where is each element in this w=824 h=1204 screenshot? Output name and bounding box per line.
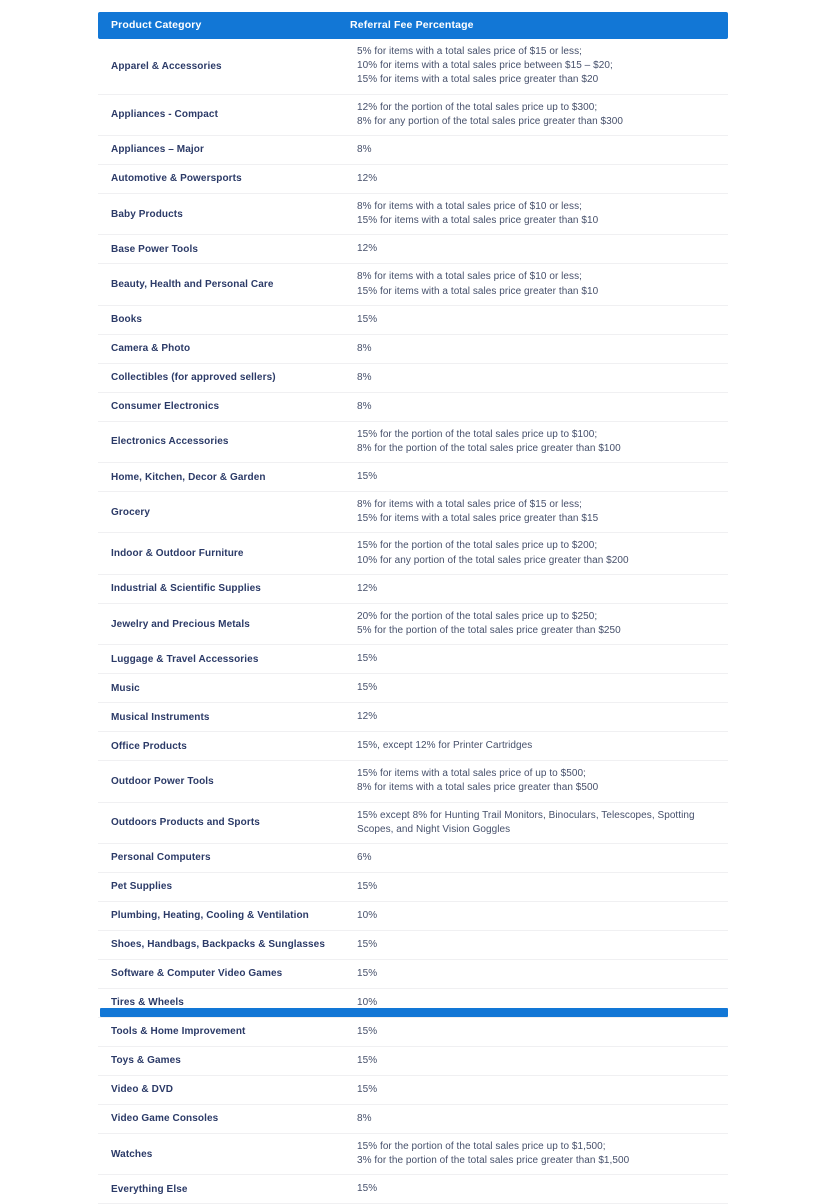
fee-line: 15% [357, 1054, 378, 1066]
fee-line: 15%, except 12% for Printer Cartridges [357, 740, 533, 752]
cell-referral-fee [357, 166, 728, 192]
fee-line: 8% for items with a total sales price greater than $500 [357, 782, 599, 794]
fee-line: 10% for any portion of the total sales price greater than $200 [357, 554, 629, 566]
table-body [98, 39, 728, 1204]
cell-referral-fee [357, 533, 728, 573]
table-row [98, 844, 728, 873]
cell-referral-fee [357, 604, 728, 644]
cell-product-category: Camera & Photo [111, 343, 191, 355]
table-row [98, 873, 728, 902]
fee-line: 15% [357, 682, 378, 694]
cell-product-category: Home, Kitchen, Decor & Garden [111, 471, 266, 483]
fee-line: 15% [357, 938, 378, 950]
table-row [98, 761, 728, 802]
column-header-product-category: Product Category [111, 19, 202, 32]
fee-line: 8% [357, 400, 372, 412]
fee-line: 20% for the portion of the total sales price up to $250; [357, 610, 598, 622]
cell-product-category: Everything Else [111, 1183, 188, 1195]
cell-referral-fee [357, 733, 728, 759]
table-row [98, 732, 728, 761]
table-header-row [98, 12, 728, 39]
fee-line: Scopes, and Night Vision Goggles [357, 823, 511, 835]
cell-referral-fee [357, 365, 728, 391]
cell-product-category: Consumer Electronics [111, 401, 220, 413]
cell-referral-fee [357, 874, 728, 900]
fee-line: 10% for items with a total sales price between $15 – $20; [357, 60, 613, 72]
referral-fee-table [98, 12, 728, 1204]
table-row [98, 1076, 728, 1105]
fee-line: 8% [357, 1112, 372, 1124]
table-row [98, 604, 728, 645]
cell-product-category: Automotive & Powersports [111, 173, 242, 185]
table-row [98, 1134, 728, 1175]
table-row [98, 1105, 728, 1134]
table-row [98, 1047, 728, 1076]
table-row [98, 960, 728, 989]
fee-line: 10% [357, 909, 378, 921]
fee-line: 12% [357, 582, 378, 594]
table-row [98, 575, 728, 604]
fee-line: 12% [357, 711, 378, 723]
cell-referral-fee [357, 1106, 728, 1132]
cell-product-category: Toys & Games [111, 1055, 181, 1067]
cell-referral-fee [357, 39, 728, 94]
fee-line: 15% for the portion of the total sales price up to $1,500; [357, 1140, 606, 1152]
fee-line: 10% [357, 996, 378, 1008]
fee-line: 8% [357, 371, 372, 383]
table-row [98, 95, 728, 136]
cell-product-category: Video Game Consoles [111, 1113, 219, 1125]
cell-product-category: Personal Computers [111, 852, 211, 864]
fee-line: 15% for items with a total sales price greater than $10 [357, 215, 599, 227]
fee-line: 15% [357, 1025, 378, 1037]
cell-product-category: Jewelry and Precious Metals [111, 618, 250, 630]
table-row [98, 492, 728, 533]
cell-referral-fee [357, 1019, 728, 1045]
table-row [98, 136, 728, 165]
cell-referral-fee [357, 1048, 728, 1074]
cell-referral-fee [357, 845, 728, 871]
cell-product-category: Base Power Tools [111, 243, 198, 255]
fee-line: 6% [357, 851, 372, 863]
fee-line: 8% for the portion of the total sales price greater than $100 [357, 442, 621, 454]
cell-referral-fee [357, 675, 728, 701]
table-row [98, 674, 728, 703]
cell-product-category: Tools & Home Improvement [111, 1026, 246, 1038]
cell-product-category: Appliances - Compact [111, 109, 219, 121]
fee-line: 8% [357, 143, 372, 155]
cell-product-category: Electronics Accessories [111, 436, 229, 448]
fee-line: 15% [357, 1183, 378, 1195]
cell-referral-fee [357, 394, 728, 420]
fee-line: 5% for items with a total sales price of $15 or less; [357, 46, 582, 57]
fee-line: 12% [357, 172, 378, 184]
cell-product-category: Outdoors Products and Sports [111, 817, 260, 829]
table-row [98, 422, 728, 463]
table-row [98, 463, 728, 492]
cell-referral-fee [357, 492, 728, 532]
cell-product-category: Tires & Wheels [111, 997, 184, 1009]
fee-line: 15% [357, 880, 378, 892]
cell-referral-fee [357, 903, 728, 929]
cell-product-category: Video & DVD [111, 1084, 174, 1096]
table-row [98, 393, 728, 422]
cell-referral-fee [357, 264, 728, 304]
table-row [98, 1175, 728, 1204]
table-row [98, 165, 728, 194]
fee-line: 8% for items with a total sales price of $10 or less; [357, 200, 582, 212]
cell-referral-fee [357, 194, 728, 234]
cell-referral-fee [357, 1176, 728, 1202]
table-row [98, 364, 728, 393]
fee-line: 15% for the portion of the total sales price up to $200; [357, 540, 598, 552]
cell-referral-fee [357, 236, 728, 262]
cell-referral-fee [357, 803, 728, 843]
cell-product-category: Industrial & Scientific Supplies [111, 583, 261, 595]
table-row [98, 264, 728, 305]
cell-product-category: Office Products [111, 740, 187, 752]
cell-product-category: Watches [111, 1148, 153, 1160]
cell-product-category: Musical Instruments [111, 711, 210, 723]
cell-product-category: Shoes, Handbags, Backpacks & Sunglasses [111, 939, 325, 951]
table-row [98, 645, 728, 674]
cell-referral-fee [357, 307, 728, 333]
fee-line: 15% for items with a total sales price greater than $15 [357, 513, 599, 525]
cell-referral-fee [357, 1134, 728, 1174]
cell-product-category: Luggage & Travel Accessories [111, 653, 259, 665]
table-row [98, 931, 728, 960]
cell-referral-fee [357, 704, 728, 730]
cell-referral-fee [357, 646, 728, 672]
table-row [98, 194, 728, 235]
cell-referral-fee [357, 95, 728, 135]
table-row [98, 39, 728, 95]
fee-line: 12% [357, 243, 378, 255]
table-row [98, 803, 728, 844]
fee-line: 3% for the portion of the total sales price greater than $1,500 [357, 1155, 630, 1167]
table-row [98, 703, 728, 732]
cell-referral-fee [357, 1077, 728, 1103]
cell-referral-fee [357, 137, 728, 163]
cell-product-category: Plumbing, Heating, Cooling & Ventilation [111, 910, 309, 922]
cell-referral-fee [357, 576, 728, 602]
cell-referral-fee [357, 932, 728, 958]
cell-referral-fee [357, 464, 728, 490]
cell-referral-fee [357, 336, 728, 362]
fee-line: 15% [357, 470, 378, 482]
fee-line: 5% for the portion of the total sales price greater than $250 [357, 625, 621, 636]
table-footer-bar [100, 1008, 728, 1017]
cell-referral-fee [357, 961, 728, 987]
table-row [98, 235, 728, 264]
cell-product-category: Grocery [111, 506, 151, 518]
fee-line: 15% for the portion of the total sales price up to $100; [357, 428, 598, 440]
fee-line: 15% for items with a total sales price of up to $500; [357, 768, 586, 780]
fee-line: 12% for the portion of the total sales price up to $300; [357, 101, 598, 113]
fee-line: 15% [357, 1083, 378, 1095]
cell-product-category: Apparel & Accessories [111, 60, 222, 72]
fee-line: 15% for items with a total sales price greater than $10 [357, 285, 599, 297]
cell-product-category: Beauty, Health and Personal Care [111, 279, 274, 290]
fee-line: 8% for items with a total sales price of $10 or less; [357, 271, 582, 283]
table-row [98, 533, 728, 574]
cell-product-category: Books [111, 314, 143, 326]
table-row [98, 335, 728, 364]
table-row [98, 902, 728, 931]
cell-referral-fee [357, 761, 728, 801]
fee-line: 15% [357, 967, 378, 979]
table-row [98, 1018, 728, 1047]
cell-product-category: Baby Products [111, 208, 183, 220]
cell-product-category: Indoor & Outdoor Furniture [111, 548, 244, 560]
cell-product-category: Software & Computer Video Games [111, 968, 283, 980]
fee-line: 8% for items with a total sales price of $15 or less; [357, 499, 582, 511]
column-header-referral-fee-percentage: Referral Fee Percentage [350, 19, 474, 32]
table-row [98, 306, 728, 335]
cell-product-category: Outdoor Power Tools [111, 775, 214, 787]
fee-line: 15% [357, 653, 378, 665]
fee-line: 8% [357, 342, 372, 354]
cell-referral-fee [357, 422, 728, 462]
cell-product-category: Music [111, 682, 140, 694]
fee-line: 15% [357, 313, 378, 325]
cell-product-category: Pet Supplies [111, 881, 173, 893]
cell-product-category: Collectibles (for approved sellers) [111, 372, 276, 384]
fee-line: 15% except 8% for Hunting Trail Monitors, Binoculars, Telescopes, Spotting [357, 809, 695, 821]
cell-product-category: Appliances – Major [111, 144, 204, 156]
fee-line: 15% for items with a total sales price greater than $20 [357, 74, 599, 86]
fee-line: 8% for any portion of the total sales price greater than $300 [357, 115, 623, 127]
